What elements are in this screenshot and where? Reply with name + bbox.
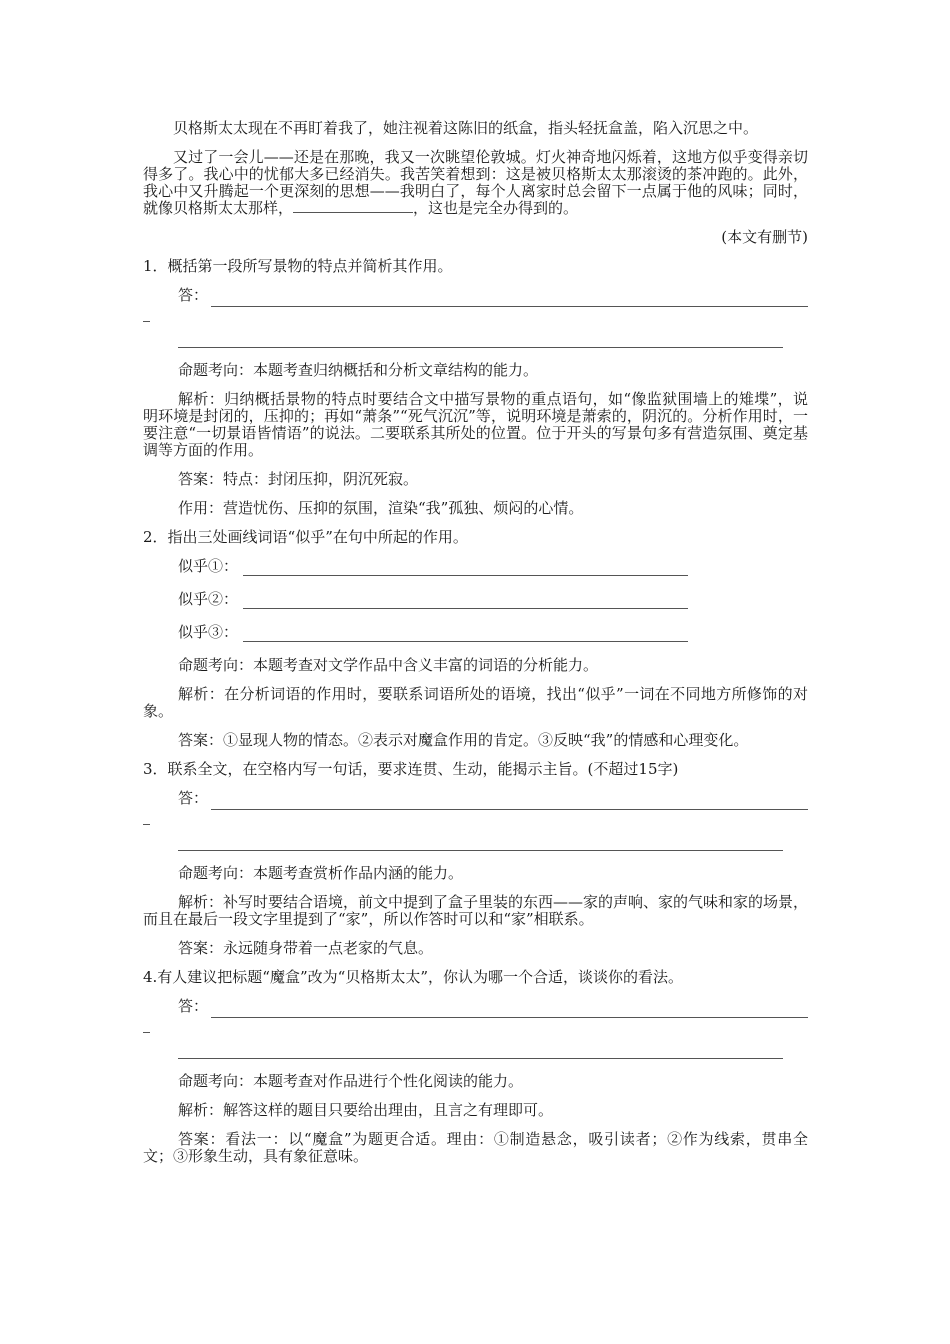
abridged-note: (本文有删节)	[721, 228, 808, 246]
passage-paragraph-2-text: 又过了一会儿——还是在那晚，我又一次眺望伦敦城。灯火神奇地闪烁着，这地方似乎变得亲切得多了。我心中的忧郁大多已经消失。我苦笑着想到：这是被贝格斯太太那滚烫的茶冲跑的。此外，我心中又升腾起一个更深刻的思想——我明白了，每个人离家时总会留下一点属于他的风味；同时，就像贝格斯太太那样，	[143, 148, 808, 217]
fill-rule	[243, 641, 688, 642]
question-4-intent: 命题考向：本题考查对作品进行个性化阅读的能力。	[178, 1072, 524, 1090]
answer-label-4: 答：	[178, 997, 209, 1015]
passage-paragraph-2-tail: ，这也是完全办得到的。	[413, 199, 579, 217]
answer-dash	[143, 321, 150, 322]
answer-area-1[interactable]	[143, 287, 808, 309]
answer-dash	[143, 1032, 150, 1033]
passage-paragraph-2	[143, 149, 808, 217]
answer-rule	[211, 809, 808, 810]
answer-rule	[211, 306, 808, 307]
question-2-intent: 命题考向：本题考查对文学作品中含义丰富的词语的分析能力。	[178, 656, 599, 674]
answer-dash	[143, 824, 150, 825]
question-4: 4.有人建议把标题“魔盒”改为“贝格斯太太”，你认为哪一个合适，谈谈你的看法。	[143, 968, 683, 986]
answer-label-3: 答：	[178, 789, 209, 807]
fill-label-1: 似乎①：	[178, 557, 239, 575]
question-3-answer: 答案：永远随身带着一点老家的气息。	[178, 939, 434, 957]
question-1-effect: 作用：营造忧伤、压抑的氛围，渲染“我”孤独、烦闷的心情。	[178, 499, 584, 517]
question-3-analysis: 解析：补写时要结合语境，前文中提到了盒子里装的东西——家的声响、家的气味和家的场景，而且在最后一段文字里提到了“家”，所以作答时可以和“家”相联系。	[143, 893, 809, 928]
question-4-answer: 答案：看法一：以“魔盒”为题更合适。理由：①制造悬念，吸引读者；②作为线索，贯串全文；③形象生动，具有象征意味。	[143, 1130, 808, 1165]
question-2: 2．指出三处画线词语“似乎”在句中所起的作用。	[143, 528, 468, 546]
answer-rule-second[interactable]	[178, 327, 783, 348]
answer-rule	[211, 1017, 808, 1018]
answer-rule-second[interactable]	[178, 830, 783, 851]
question-1-intent: 命题考向：本题考查归纳概括和分析文章结构的能力。	[178, 361, 539, 379]
fill-label-3: 似乎③：	[178, 623, 239, 641]
fill-row-1[interactable]	[143, 558, 808, 578]
document-page	[143, 120, 808, 1177]
answer-area-3[interactable]	[143, 790, 808, 812]
answer-area-4[interactable]	[143, 998, 808, 1020]
question-2-answer: 答案：①显现人物的情态。②表示对魔盒作用的肯定。③反映“我”的情感和心理变化。	[178, 731, 749, 749]
fill-in-blank[interactable]	[293, 200, 413, 213]
question-1-answer: 答案：特点：封闭压抑，阴沉死寂。	[178, 470, 419, 488]
question-3: 3．联系全文，在空格内写一句话，要求连贯、生动，能揭示主旨。(不超过15字)	[143, 760, 679, 778]
question-1: 1．概括第一段所写景物的特点并简析其作用。	[143, 257, 453, 275]
question-4-analysis: 解析：解答这样的题目只要给出理由，且言之有理即可。	[178, 1101, 554, 1119]
fill-row-3[interactable]	[143, 624, 808, 644]
question-2-analysis: 解析：在分析词语的作用时，要联系词语所处的语境，找出“似乎”一词在不同地方所修饰的对象。	[143, 685, 808, 720]
passage-paragraph-1: 贝格斯太太现在不再盯着我了，她注视着这陈旧的纸盒，指头轻抚盒盖，陷入沉思之中。	[173, 119, 759, 137]
answer-label-1: 答：	[178, 286, 209, 304]
fill-rule	[243, 575, 688, 576]
question-1-analysis: 解析：归纳概括景物的特点时要结合文中描写景物的重点语句，如“像监狱围墙上的雉堞”，说明环境是封闭的，压抑的；再如“萧条”“死气沉沉”等，说明环境是萧索的，阴沉的。分析作用时，一要注意“一切景语皆情语”的说法。二要联系其所处的位置。位于开头的写景句多有营造氛围、奠定基调等方面的作用。	[143, 390, 808, 459]
question-3-intent: 命题考向：本题考查赏析作品内涵的能力。	[178, 864, 464, 882]
answer-rule-second[interactable]	[178, 1038, 783, 1059]
fill-rule	[243, 608, 688, 609]
fill-label-2: 似乎②：	[178, 590, 239, 608]
fill-row-2[interactable]	[143, 591, 808, 611]
